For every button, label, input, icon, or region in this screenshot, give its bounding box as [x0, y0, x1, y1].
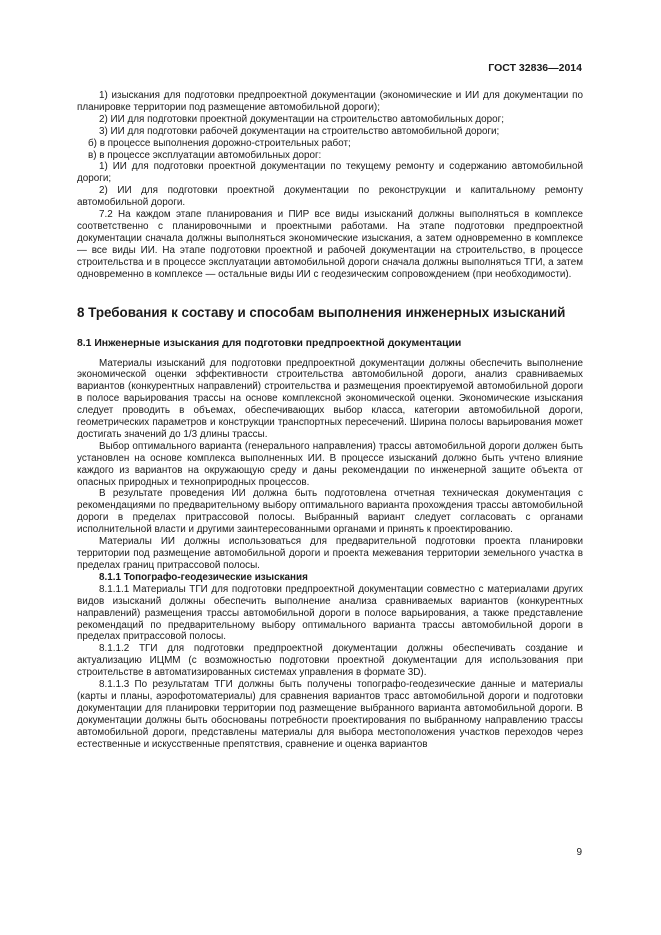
paragraph: 8.1.1.3 По результатам ТГИ должны быть получены топографо-геодезические данные и материалы (карты и планы, аэрофотоматериалы) для сравнения вариантов трасс автомобильной дороги и подготовки документации для планировки территории под размещение выбранного варианта автомобильной дороги. В документации должны быть обоснованы потребности проектирования по выбранному направлению трассы автомобильной дороги, представлены материалы для выбора местоположения участков переходов через естественные и искусственные препятствия, сравнение и оценка вариантов	[77, 679, 583, 750]
section-8-1-title: 8.1 Инженерные изыскания для подготовки предпроектной документации	[77, 337, 462, 349]
paragraph: Выбор оптимального варианта (генерального направления) трассы автомобильной дороги должен быть установлен на основе комплекса выполненных ИИ. В процессе изысканий должно быть учтено влияние каждого из вариантов на окружающую среду и даны рекомендации по инженерной защите объекта от опасных природных и техноприродных процессов.	[77, 440, 583, 488]
list-item: б) в процессе выполнения дорожно-строительных работ;	[88, 137, 351, 149]
list-item: 2) ИИ для подготовки проектной документации по реконструкции и капитальному ремонту автомобильной дороги.	[77, 185, 583, 209]
section-8-title: 8 Требования к составу и способам выполнения инженерных изысканий	[77, 304, 566, 320]
list-item: 1) изыскания для подготовки предпроектной документации (экономические и ИИ для документации по планировке территории под размещение автомобильной дороги);	[77, 90, 583, 113]
list-item: в) в процессе эксплуатации автомобильных дорог:	[88, 149, 322, 161]
page-number: 9	[576, 847, 582, 858]
paragraph: Материалы изысканий для подготовки предпроектной документации должны обеспечить выполнение экономической оценки эффективности строительства автомобильной дороги, анализ сравниваемых вариантов (конкурентных направлений) строительства и размещения проектируемой автомобильной дороги в полосе варьирования трассы на основе комплексной экономической оценки. Экономические изыскания следует проводить в объемах, обеспечивающих выбор класса, категории автомобильной дороги, геометрических параметров и конструкции транспортных пересечений. Ширина полосы варьирования может достигать значений до 1/3 длины трассы.	[77, 357, 583, 440]
section-8-1-1-title: 8.1.1 Топографо-геодезические изыскания	[99, 571, 308, 583]
paragraph: 8.1.1.1 Материалы ТГИ для подготовки предпроектной документации совместно с материалами других видов изысканий должны обеспечить выполнение анализа сравниваемых вариантов (конкурентных направлений) размещения трассы автомобильной дороги в полосе варьирования, а также представление рекомендаций по предварительному выбору оптимального варианта трассы автомобильной дороги в пределах притрассовой полосы.	[77, 583, 583, 643]
list-item: 1) ИИ для подготовки проектной документации по текущему ремонту и содержанию автомобильной дороги;	[77, 161, 583, 185]
paragraph: В результате проведения ИИ должна быть подготовлена отчетная техническая документация с рекомендациями по предварительному выбору оптимального варианта прохождения трассы автомобильной дороги в пределах притрассовой полосы. Выбранный вариант следует согласовать с органами исполнительной власти и другими заинтересованными органами и принять к проектированию.	[77, 488, 583, 536]
document-body	[77, 90, 583, 751]
paragraph-7-2: 7.2 На каждом этапе планирования и ПИР все виды изысканий должны выполняться в комплексе соответственно с планировочными и проектными работами. На этапе подготовки предпроектной документации сначала должны выполняться экономические изыскания, а затем одновременно в комплексе — все виды ИИ. На этапе подготовки проектной и рабочей документации на строительство, в процессе строительства и в процессе эксплуатации автомобильной дороги сначала должны выполняться ТГИ, а затем одновременно в комплексе — остальные виды ИИ с геодезическим сопровождением (при необходимости).	[77, 209, 583, 280]
list-item: 3) ИИ для подготовки рабочей документации на строительство автомобильной дороги;	[99, 125, 500, 137]
list-item: 2) ИИ для подготовки проектной документации на строительство автомобильных дорог;	[99, 113, 504, 125]
paragraph: 8.1.1.2 ТГИ для подготовки предпроектной документации должны обеспечивать создание и актуализацию ИЦММ (с возможностью подготовки проектной документации для использования при строительстве в автоматизированных системах управления в формате 3D).	[77, 643, 583, 679]
paragraph: Материалы ИИ должны использоваться для предварительной подготовки проекта планировки территории под размещение автомобильной дороги и проекта межевания территории земельного участка в пределах границ притрассовой полосы.	[77, 536, 583, 571]
document-header: ГОСТ 32836—2014	[488, 62, 582, 74]
